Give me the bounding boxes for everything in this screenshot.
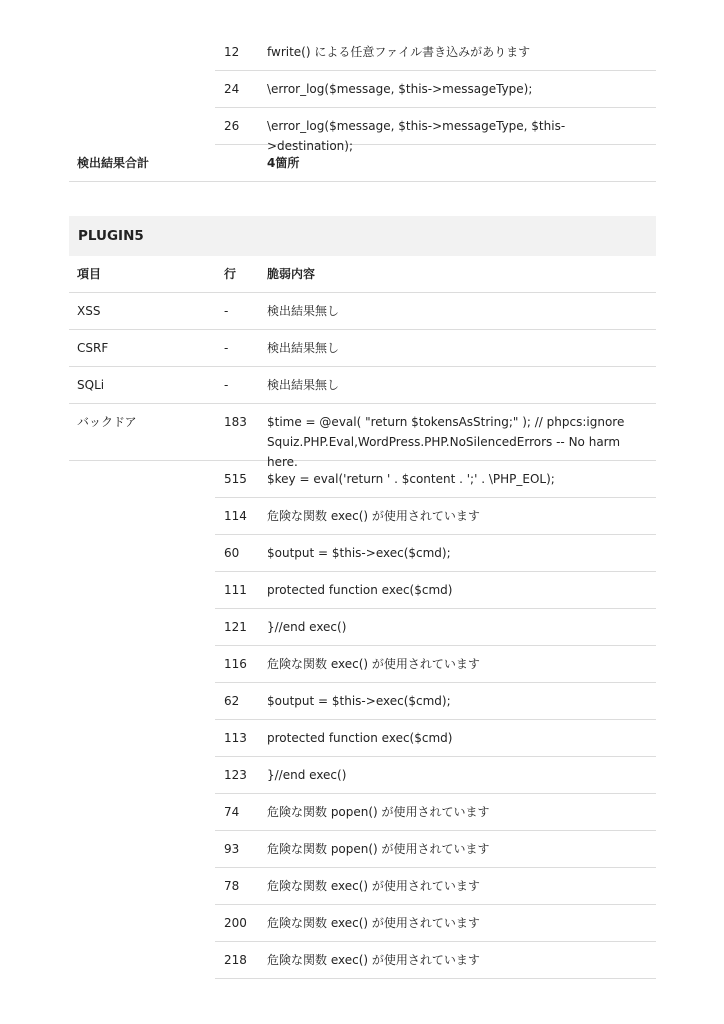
line-number: - — [224, 341, 229, 355]
table-row — [69, 330, 656, 367]
line-number: - — [224, 304, 229, 318]
table-row — [215, 108, 656, 153]
vuln-content: fwrite() による任意ファイル書き込みがあります — [267, 45, 531, 59]
line-number: 62 — [224, 694, 240, 708]
table-row — [215, 34, 656, 71]
line-number: 24 — [224, 82, 240, 96]
section-title: PLUGIN5 — [69, 216, 656, 256]
plugin5-table — [69, 256, 656, 979]
vuln-content: $output = $this->exec($cmd); — [267, 694, 451, 708]
table-row — [215, 905, 656, 942]
line-number: 515 — [224, 472, 247, 486]
table-row — [215, 720, 656, 757]
vuln-content: protected function exec($cmd) — [267, 731, 453, 745]
vuln-content-line: Squiz.PHP.Eval,WordPress.PHP.NoSilencedErrors -- No harm here. — [267, 435, 621, 469]
table-row — [69, 293, 656, 330]
report-page — [69, 34, 656, 979]
table-row — [69, 404, 656, 469]
line-number: 60 — [224, 546, 240, 560]
vuln-content: $output = $this->exec($cmd); — [267, 546, 451, 560]
line-number: 114 — [224, 509, 247, 523]
table-header-row — [69, 256, 656, 293]
table-row — [215, 794, 656, 831]
line-number: 78 — [224, 879, 240, 893]
vuln-content: }//end exec() — [267, 620, 347, 634]
vuln-content: 危険な関数 exec() が使用されています — [267, 953, 480, 967]
table-row — [215, 572, 656, 609]
line-number: 74 — [224, 805, 240, 819]
table-row — [215, 868, 656, 905]
line-number: 218 — [224, 953, 247, 967]
vuln-content-line: $time = @eval( "return $tokensAsString;" ); // phpcs:ignore — [267, 415, 625, 429]
prev-section-table — [69, 34, 656, 182]
line-number: 121 — [224, 620, 247, 634]
vuln-content: 危険な関数 popen() が使用されています — [267, 842, 490, 856]
table-row — [215, 646, 656, 683]
line-number: 26 — [224, 119, 240, 133]
line-number: 111 — [224, 583, 247, 597]
vuln-content: 危険な関数 exec() が使用されています — [267, 509, 480, 523]
vuln-content: 危険な関数 popen() が使用されています — [267, 805, 490, 819]
vuln-content: 危険な関数 exec() が使用されています — [267, 657, 480, 671]
header-item: 項目 — [77, 267, 102, 281]
table-row — [215, 498, 656, 535]
vuln-content: 検出結果無し — [267, 304, 340, 318]
total-value: 4箇所 — [267, 156, 300, 170]
table-row — [215, 942, 656, 979]
item-name: バックドア — [77, 415, 137, 429]
line-number: 116 — [224, 657, 247, 671]
vuln-content — [259, 412, 656, 472]
table-row — [215, 757, 656, 794]
vuln-content: 検出結果無し — [267, 378, 340, 392]
table-row — [215, 71, 656, 108]
vuln-content: 検出結果無し — [267, 341, 340, 355]
table-row — [69, 367, 656, 404]
vuln-content: }//end exec() — [267, 768, 347, 782]
vuln-content: 危険な関数 exec() が使用されています — [267, 916, 480, 930]
vuln-content: protected function exec($cmd) — [267, 583, 453, 597]
vuln-content: \error_log($message, $this->messageType); — [267, 82, 533, 96]
table-row — [215, 609, 656, 646]
line-number: - — [224, 378, 229, 392]
vuln-content: $key = eval('return ' . $content . ';' . \PHP_EOL); — [267, 472, 555, 486]
header-content: 脆弱内容 — [267, 267, 316, 281]
line-number: 93 — [224, 842, 240, 856]
table-row — [215, 831, 656, 868]
header-line: 行 — [224, 267, 237, 281]
line-number: 183 — [224, 415, 247, 429]
backdoor-rows — [69, 461, 656, 979]
line-number: 200 — [224, 916, 247, 930]
table-row — [215, 535, 656, 572]
vuln-content: \error_log($message, $this->messageType, $this->destination); — [267, 119, 566, 153]
vuln-content: 危険な関数 exec() が使用されています — [267, 879, 480, 893]
line-number: 123 — [224, 768, 247, 782]
table-row — [215, 683, 656, 720]
line-number: 113 — [224, 731, 247, 745]
item-name: CSRF — [77, 341, 109, 355]
item-name: SQLi — [77, 378, 105, 392]
total-label: 検出結果合計 — [77, 156, 150, 170]
line-number: 12 — [224, 45, 240, 59]
item-name: XSS — [77, 304, 101, 318]
